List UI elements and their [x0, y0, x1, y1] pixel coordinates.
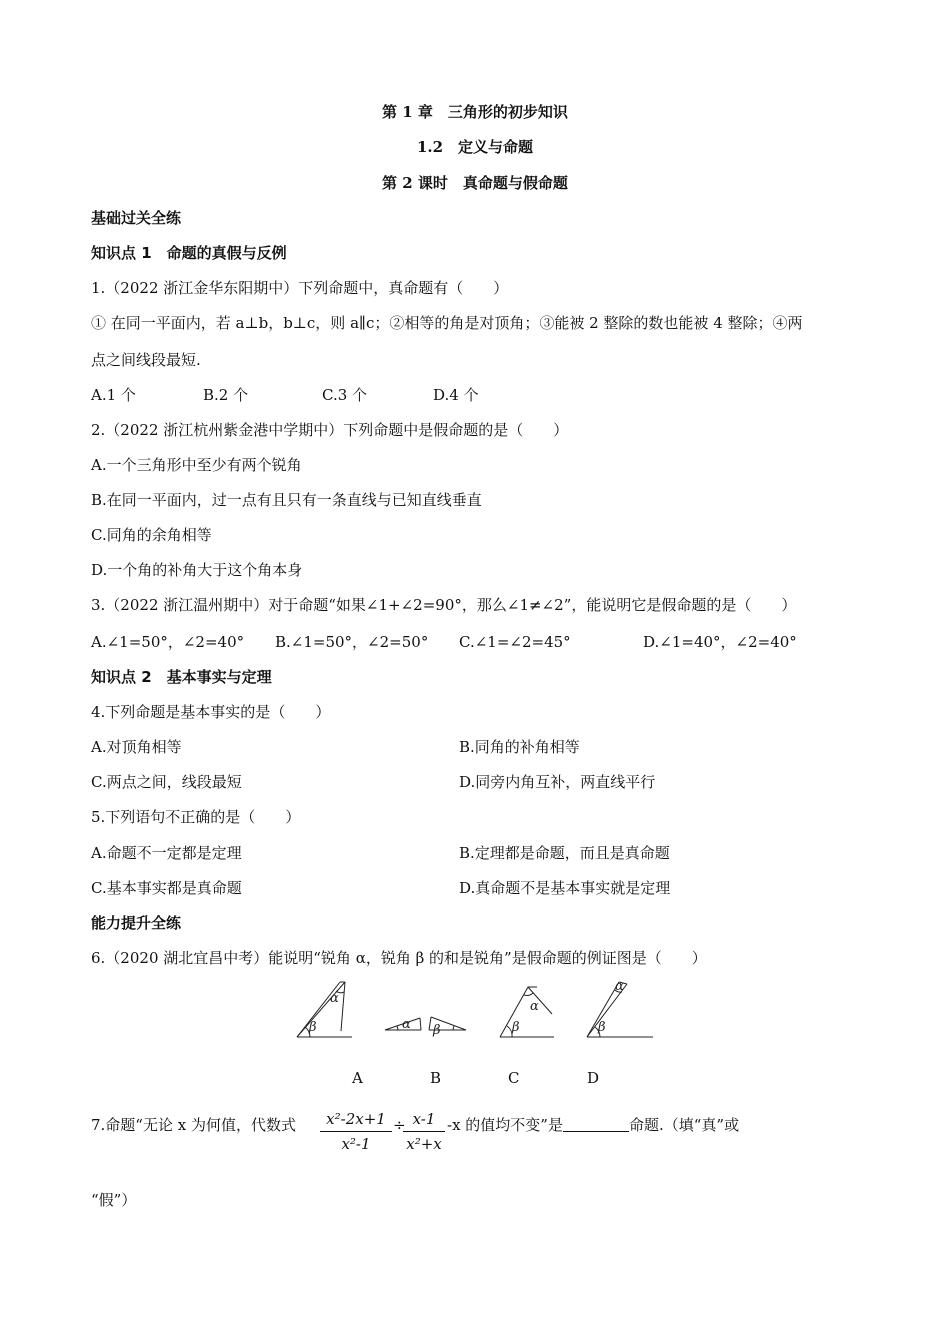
figure-a-angles — [297, 982, 352, 1037]
q1-option-a: A.1 个 — [91, 386, 136, 404]
figure-d-beta: β — [598, 1020, 606, 1035]
q7-divide-sign: ÷ — [393, 1116, 406, 1134]
q5-option-b: B.定理都是命题，而且是真命题 — [459, 844, 670, 862]
q7-fraction-1-numerator: x²-2x+1 — [320, 1110, 392, 1132]
q5-option-a: A.命题不一定都是定理 — [91, 844, 242, 862]
chapter-title: 第 1 章 三角形的初步知识 — [382, 103, 568, 121]
lesson-title: 第 2 课时 真命题与假命题 — [382, 174, 568, 192]
q6-figure — [0, 978, 950, 1048]
advanced-section-heading: 能力提升全练 — [91, 914, 182, 932]
q1-line1: ① 在同一平面内，若 a⊥b，b⊥c，则 a∥c；②相等的角是对顶角；③能被 2 整除的数也能被 4 整除；④两 — [91, 314, 803, 332]
q7-fraction-2-numerator: x-1 — [403, 1110, 445, 1132]
basic-section-heading: 基础过关全练 — [91, 209, 182, 227]
q1-option-b: B.2 个 — [203, 386, 249, 404]
q3-option-a: A.∠1=50°，∠2=40° — [91, 633, 245, 651]
q4-option-c: C.两点之间，线段最短 — [91, 773, 242, 791]
q5-stem: 5.下列语句不正确的是（ ） — [91, 808, 301, 826]
q7-fraction-1 — [320, 1110, 392, 1153]
q4-option-b: B.同角的补角相等 — [459, 738, 580, 756]
q3-option-b: B.∠1=50°，∠2=50° — [275, 633, 429, 651]
q1-stem: 1.（2022 浙江金华东阳期中）下列命题中，真命题有（ ） — [91, 279, 509, 297]
q7-answer-blank[interactable] — [563, 1117, 629, 1132]
q1-line2: 点之间线段最短. — [91, 351, 201, 369]
figure-b-beta: β — [433, 1023, 441, 1038]
figure-label-c: C — [508, 1069, 520, 1087]
figure-a-beta: β — [309, 1020, 317, 1035]
q2-stem: 2.（2022 浙江杭州紫金港中学期中）下列命题中是假命题的是（ ） — [91, 421, 569, 439]
q7-after-blank: 命题.（填“真”或 — [628, 1116, 740, 1134]
q4-option-a: A.对顶角相等 — [91, 738, 182, 756]
figure-label-d: D — [587, 1069, 600, 1087]
q6-stem: 6.（2020 湖北宜昌中考）能说明“锐角 α，锐角 β 的和是锐角”是假命题的例证图是（ ） — [91, 949, 707, 967]
figure-c-alpha: α — [530, 999, 539, 1014]
q3-option-d: D.∠1=40°，∠2=40° — [643, 633, 797, 651]
q3-option-c: C.∠1=∠2=45° — [459, 633, 571, 651]
q7-prefix: 7.命题“无论 x 为何值，代数式 — [91, 1116, 296, 1134]
figure-b-alpha: α — [402, 1017, 411, 1032]
q1-option-d: D.4 个 — [433, 386, 479, 404]
q4-option-d: D.同旁内角互补，两直线平行 — [459, 773, 656, 791]
q7-fraction-2-denominator: x²+x — [406, 1135, 442, 1153]
figure-d-alpha: α — [615, 979, 624, 994]
q5-option-c: C.基本事实都是真命题 — [91, 879, 242, 897]
q5-option-d: D.真命题不是基本事实就是定理 — [459, 879, 671, 897]
q7-line2: “假”） — [91, 1191, 137, 1209]
q4-stem: 4.下列命题是基本事实的是（ ） — [91, 703, 331, 721]
section-title: 1.2 定义与命题 — [416, 138, 534, 156]
q2-option-b: B.在同一平面内，过一点有且只有一条直线与已知直线垂直 — [91, 491, 482, 509]
knowledge-point-2: 知识点 2 基本事实与定理 — [91, 668, 272, 686]
knowledge-point-1: 知识点 1 命题的真假与反例 — [91, 244, 287, 262]
q7-suffix-text: -x 的值均不变”是 — [447, 1116, 563, 1134]
q7-fraction-1-denominator: x²-1 — [341, 1135, 371, 1153]
figure-b-angles — [385, 1017, 466, 1030]
figure-label-b: B — [430, 1069, 442, 1087]
figure-c-angles — [500, 987, 554, 1037]
q3-stem: 3.（2022 浙江温州期中）对于命题“如果∠1+∠2=90°，那么∠1≠∠2”，能说明它是假命题的是（ ） — [91, 596, 797, 614]
figure-a-alpha: α — [330, 991, 339, 1006]
q2-option-a: A.一个三角形中至少有两个锐角 — [91, 456, 302, 474]
q2-option-d: D.一个角的补角大于这个角本身 — [91, 561, 303, 579]
figure-c-beta: β — [512, 1020, 520, 1035]
q7-suffix — [447, 1115, 739, 1135]
q7-fraction-2 — [403, 1110, 445, 1153]
q2-option-c: C.同角的余角相等 — [91, 526, 212, 544]
figure-label-a: A — [352, 1069, 363, 1087]
q1-option-c: C.3 个 — [322, 386, 368, 404]
